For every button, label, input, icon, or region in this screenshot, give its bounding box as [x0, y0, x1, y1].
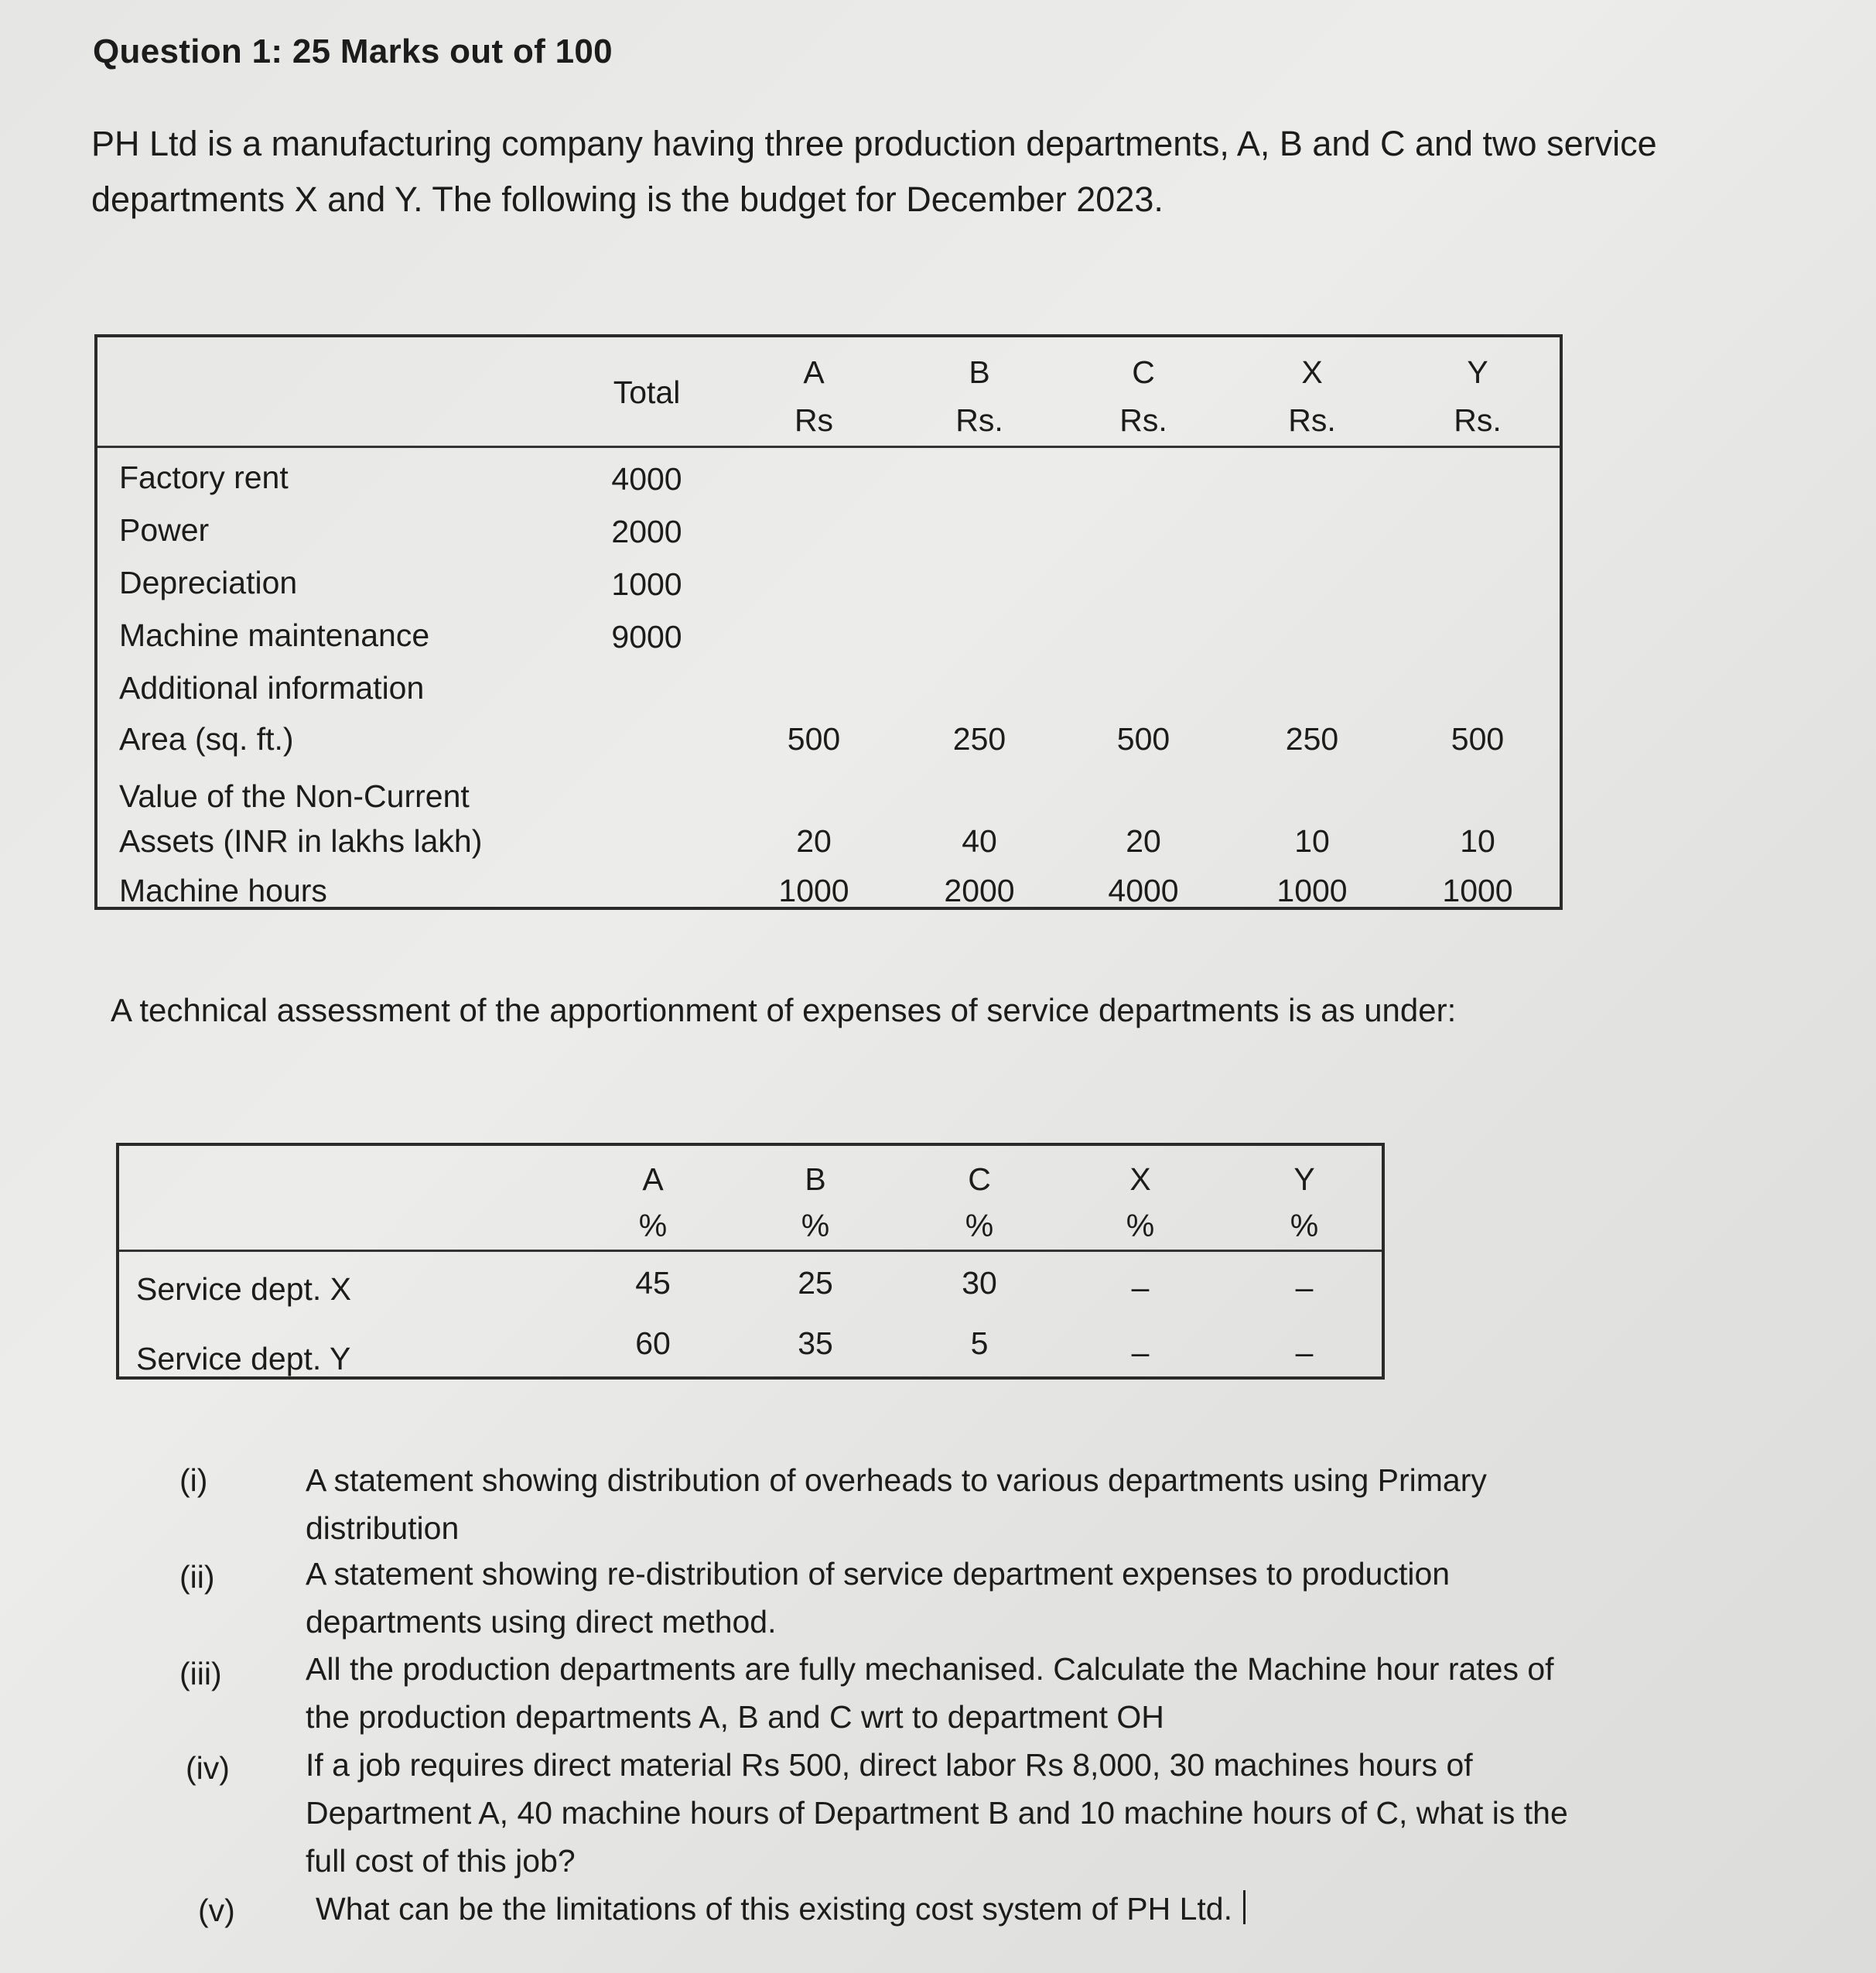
row-label-machine-maintenance: Machine maintenance — [119, 617, 430, 653]
question-line: departments using direct method. — [306, 1604, 777, 1640]
question-title: Question 1: 25 Marks out of 100 — [93, 32, 613, 70]
area-x: 250 — [1285, 721, 1339, 757]
header-y: Y — [1467, 354, 1488, 390]
row-label-machine-hours: Machine hours — [119, 873, 327, 908]
question-number: (i) — [179, 1462, 208, 1498]
question-line: What can be the limitations of this existing cost system of PH Ltd. — [316, 1891, 1232, 1927]
header-c-unit: Rs. — [1119, 402, 1167, 438]
area-y: 500 — [1451, 721, 1505, 757]
question-line: full cost of this job? — [306, 1843, 576, 1879]
svc-y-c: 5 — [970, 1325, 989, 1361]
question-line: If a job requires direct material Rs 500, direct labor Rs 8,000, 30 machines hours of — [306, 1747, 1473, 1783]
assets-c: 20 — [1126, 823, 1161, 859]
svc-header-x: X — [1129, 1161, 1151, 1197]
svc-header-y-unit: % — [1290, 1208, 1319, 1243]
svc-x-x: – — [1131, 1270, 1150, 1305]
svc-header-x-unit: % — [1126, 1208, 1155, 1243]
question-text — [306, 1550, 1683, 1646]
question-line: A statement showing re-distribution of service department expenses to production — [306, 1556, 1451, 1592]
header-b-unit: Rs. — [955, 402, 1003, 438]
svc-header-c-unit: % — [965, 1208, 994, 1243]
question-text — [306, 1645, 1683, 1741]
machine-hours-c: 4000 — [1108, 873, 1179, 908]
svc-y-y: – — [1295, 1335, 1314, 1370]
area-c: 500 — [1116, 721, 1170, 757]
row-label-depreciation: Depreciation — [119, 565, 298, 600]
row-label-additional-info: Additional information — [119, 670, 425, 706]
question-text — [306, 1741, 1683, 1885]
text-cursor-icon — [1243, 1890, 1246, 1924]
svc-row-label-x: Service dept. X — [136, 1271, 352, 1307]
svc-header-c: C — [968, 1161, 991, 1197]
question-line: All the production departments are fully mechanised. Calculate the Machine hour rates of — [306, 1651, 1554, 1687]
area-b: 250 — [952, 721, 1006, 757]
svc-y-x: – — [1131, 1335, 1150, 1370]
question-number: (iv) — [186, 1750, 230, 1786]
machine-hours-a: 1000 — [778, 873, 849, 908]
header-x: X — [1301, 354, 1323, 390]
svc-x-y: – — [1295, 1270, 1314, 1305]
total-depreciation: 1000 — [611, 566, 682, 602]
total-machine-maintenance: 9000 — [611, 619, 682, 655]
header-c: C — [1132, 354, 1155, 390]
question-text — [316, 1885, 1693, 1933]
header-a-unit: Rs — [794, 402, 834, 438]
question-number: (iii) — [179, 1656, 222, 1691]
area-a: 500 — [787, 721, 841, 757]
row-label-power: Power — [119, 512, 210, 548]
row-label-factory-rent: Factory rent — [119, 460, 289, 495]
svc-header-a: A — [642, 1161, 664, 1197]
question-number: (v) — [198, 1893, 235, 1928]
svc-x-b: 25 — [798, 1265, 833, 1301]
question-line: the production departments A, B and C wrt to department OH — [306, 1699, 1164, 1735]
machine-hours-y: 1000 — [1442, 873, 1513, 908]
header-divider — [119, 1250, 1382, 1252]
question-number: (ii) — [179, 1559, 215, 1595]
svc-header-a-unit: % — [638, 1208, 668, 1243]
question-line: A statement showing distribution of overheads to various departments using Primary — [306, 1462, 1487, 1498]
svc-header-y: Y — [1293, 1161, 1315, 1197]
question-line: Department A, 40 machine hours of Department B and 10 machine hours of C, what is the — [306, 1795, 1568, 1831]
header-total: Total — [613, 374, 681, 410]
header-x-unit: Rs. — [1288, 402, 1336, 438]
assets-b: 40 — [962, 823, 997, 859]
question-line: distribution — [306, 1510, 460, 1546]
question-text — [306, 1456, 1683, 1552]
svc-header-b: B — [805, 1161, 826, 1197]
svc-y-b: 35 — [798, 1325, 833, 1361]
assets-y: 10 — [1460, 823, 1495, 859]
header-divider — [97, 446, 1560, 448]
budget-table — [94, 334, 1563, 910]
total-power: 2000 — [611, 514, 682, 549]
row-label-non-current-assets-1: Value of the Non-Current — [119, 778, 470, 814]
svc-x-a: 45 — [635, 1265, 671, 1301]
machine-hours-b: 2000 — [944, 873, 1015, 908]
assets-x: 10 — [1294, 823, 1330, 859]
svc-y-a: 60 — [635, 1325, 671, 1361]
svc-row-label-y: Service dept. Y — [136, 1341, 351, 1376]
service-apportionment-table — [116, 1143, 1385, 1380]
apportionment-intro: A technical assessment of the apportionment of expenses of service departments is as under: — [111, 992, 1457, 1028]
row-label-non-current-assets-2: Assets (INR in lakhs lakh) — [119, 823, 483, 859]
row-label-area: Area (sq. ft.) — [119, 721, 294, 757]
svc-x-c: 30 — [962, 1265, 997, 1301]
assets-a: 20 — [796, 823, 832, 859]
intro-paragraph: PH Ltd is a manufacturing company having three production departments, A, B and C and two service departments X and Y. The following is the budget for December 2023. — [91, 124, 1657, 219]
header-a: A — [803, 354, 825, 390]
header-y-unit: Rs. — [1454, 402, 1502, 438]
machine-hours-x: 1000 — [1276, 873, 1348, 908]
svc-header-b-unit: % — [801, 1208, 830, 1243]
total-factory-rent: 4000 — [611, 461, 682, 497]
header-b: B — [969, 354, 990, 390]
